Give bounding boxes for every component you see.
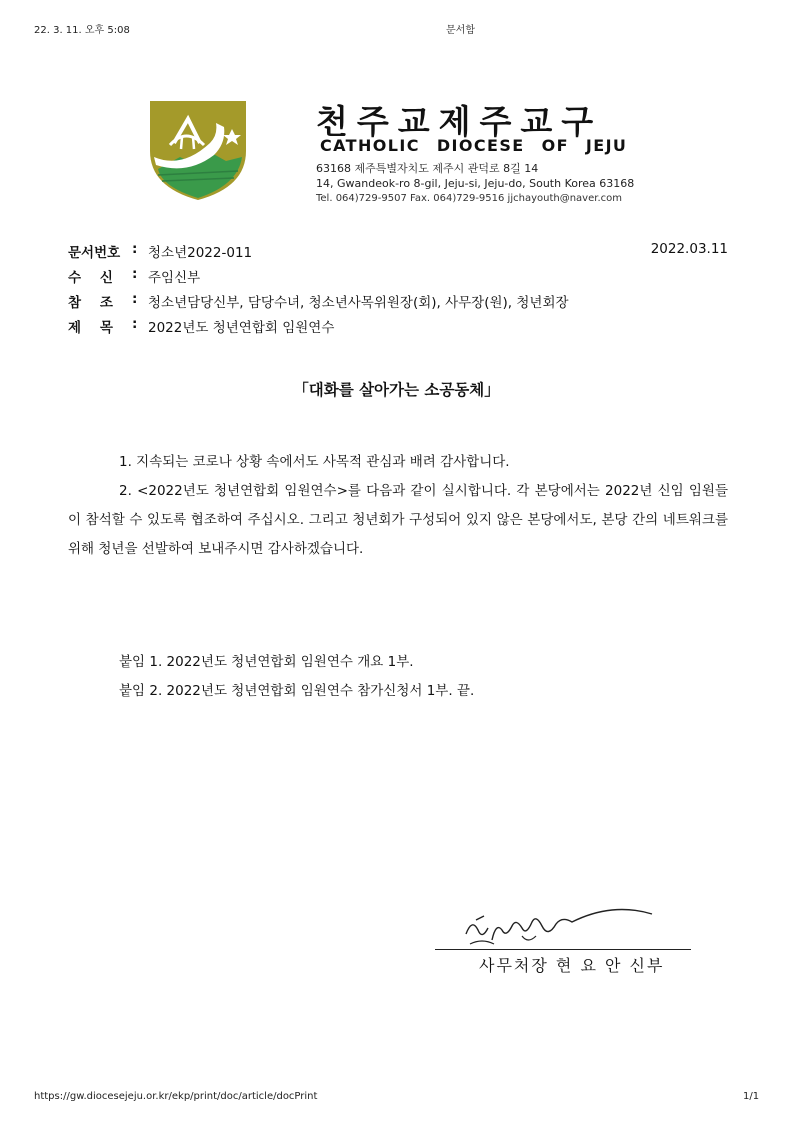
cc-row <box>68 291 728 313</box>
cc: 청소년담당신부, 담당수녀, 청소년사목위원장(회), 사무장(원), 청년회장 <box>148 295 569 311</box>
handwritten-signature <box>462 900 662 948</box>
diocese-logo <box>148 99 248 201</box>
print-title: 문서함 <box>446 25 475 36</box>
recipient-row <box>68 266 728 288</box>
subject-label: 제 목 <box>68 320 113 336</box>
doc-date: 2022.03.11 <box>650 241 728 257</box>
colon: : <box>132 241 138 257</box>
signatory-name: 사무처장 현 요 안 신부 <box>479 956 665 975</box>
print-datetime: 22. 3. 11. 오후 5:08 <box>34 25 130 36</box>
recipient: 주임신부 <box>148 270 201 286</box>
doc-number-row <box>68 241 728 263</box>
print-url: https://gw.diocesejeju.or.kr/ekp/print/doc/article/docPrint <box>34 1091 318 1102</box>
recipient-label: 수 신 <box>68 270 113 286</box>
org-name-korean: 천주교제주교구 <box>316 102 603 141</box>
subject: 2022년도 청년연합회 임원연수 <box>148 320 335 336</box>
attachment-2: 붙임 2. 2022년도 청년연합회 임원연수 참가신청서 1부. 끝. <box>119 683 475 699</box>
subject-row <box>68 316 728 338</box>
address-english: 14, Gwandeok-ro 8-gil, Jeju-si, Jeju-do, South Korea 63168 <box>316 177 635 190</box>
colon: : <box>132 291 138 307</box>
attachment-1: 붙임 1. 2022년도 청년연합회 임원연수 개요 1부. <box>119 654 414 670</box>
org-name-english: CATHOLIC DIOCESE OF JEJU <box>320 136 628 155</box>
body-paragraph-2: 2. <2022년도 청년연합회 임원연수>를 다음과 같이 실시합니다. 각 본당에서는 2022년 신임 임원들이 참석할 수 있도록 협조하여 주십시오. 그리고 청년회가 구성되어 있지 않은 본당에서도, 본당 간의 네트워크를 위해 청년을 선발하여 보내주시면 감사하겠습니다. <box>68 483 728 557</box>
document-title: 「대화를 살아가는 소공동체」 <box>293 381 500 399</box>
signature-line <box>435 949 691 950</box>
address-korean: 63168 제주특별자치도 제주시 관덕로 8길 14 <box>316 162 539 175</box>
body-paragraph-1: 1. 지속되는 코로나 상황 속에서도 사목적 관심과 배려 감사합니다. <box>119 454 510 470</box>
cc-label: 참 조 <box>68 295 113 311</box>
doc-number-label: 문서번호 <box>68 245 121 261</box>
contact-info: Tel. 064)729-9507 Fax. 064)729-9516 jjchayouth@naver.com <box>316 193 622 204</box>
doc-number: 청소년2022-011 <box>148 245 253 261</box>
colon: : <box>132 316 138 332</box>
colon: : <box>132 266 138 282</box>
print-page-number: 1/1 <box>743 1091 760 1102</box>
